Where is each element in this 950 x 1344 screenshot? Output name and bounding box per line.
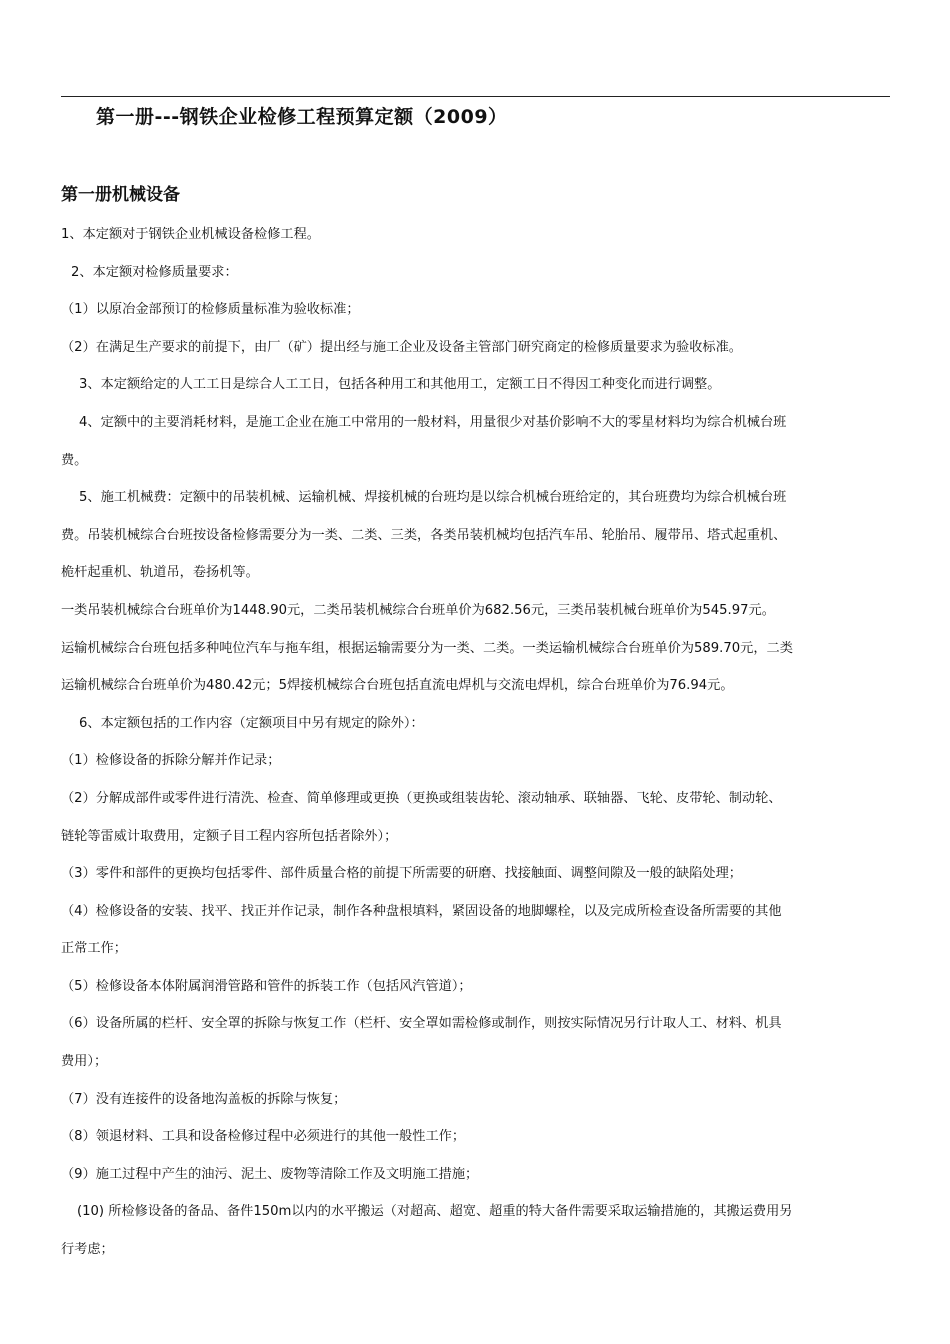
transport-price-line-1: 运输机械综合台班包括多种吨位汽车与拖车组，根据运输需要分为一类、二类。一类运输机械综合台班单价为589.70元，二类 <box>61 640 793 656</box>
paragraph-2-item-2: （2）在满足生产要求的前提下，由厂（矿）提出经与施工企业及设备主管部门研究商定的检修质量要求为验收标准。 <box>61 339 742 355</box>
work-item-2-line-2: 链轮等雷威计取费用，定额子目工程内容所包括者除外）； <box>61 828 398 844</box>
transport-price-line-2: 运输机械综合台班单价为480.42元；5焊接机械综合台班包括直流电焊机与交流电焊机，综合台班单价为76.94元。 <box>61 678 734 694</box>
section-heading: 第一册机械设备 <box>61 185 180 205</box>
work-item-10-line-1: (10) 所检修设备的备品、备件150m以内的水平搬运（对超高、超宽、超重的特大备件需要采取运输措施的，其搬运费用另 <box>77 1204 793 1220</box>
header-rule <box>61 96 890 97</box>
paragraph-3: 3、本定额给定的人工工日是综合人工工日，包括各种用工和其他用工，定额工日不得因工种变化而进行调整。 <box>79 377 721 393</box>
work-item-7: （7）没有连接件的设备地沟盖板的拆除与恢复； <box>61 1091 347 1107</box>
work-item-8: （8）领退材料、工具和设备检修过程中必须进行的其他一般性工作； <box>61 1129 466 1145</box>
paragraph-5-line-3: 桅杆起重机、轨道吊，卷扬机等。 <box>61 565 259 581</box>
work-item-3: （3）零件和部件的更换均包括零件、部件质量合格的前提下所需要的研磨、找接触面、调整间隙及一般的缺陷处理； <box>61 866 742 882</box>
paragraph-4-line-2: 费。 <box>61 452 88 468</box>
work-item-4-line-1: （4）检修设备的安装、找平、找正并作记录，制作各种盘根填料，紧固设备的地脚螺栓，以及完成所检查设备所需要的其他 <box>61 903 782 919</box>
paragraph-6: 6、本定额包括的工作内容（定额项目中另有规定的除外）： <box>79 715 424 731</box>
document-title: 第一册---钢铁企业检修工程预算定额（2009） <box>96 106 508 128</box>
paragraph-1: 1、本定额对于钢铁企业机械设备检修工程。 <box>61 227 320 242</box>
lifting-price-line: 一类吊装机械综合台班单价为1448.90元，二类吊装机械综合台班单价为682.56元，三类吊装机械台班单价为545.97元。 <box>61 602 775 618</box>
paragraph-2-item-1: （1）以原冶金部预订的检修质量标准为验收标准； <box>61 302 360 318</box>
work-item-1: （1）检修设备的拆除分解并作记录； <box>61 753 281 769</box>
work-item-10-line-2: 行考虑； <box>61 1242 114 1258</box>
paragraph-5-line-2: 费。吊装机械综合台班按设备检修需要分为一类、二类、三类，各类吊装机械均包括汽车吊、轮胎吊、履带吊、塔式起重机、 <box>61 527 787 543</box>
work-item-4-line-2: 正常工作； <box>61 941 127 957</box>
work-item-6-line-2: 费用）； <box>61 1054 108 1070</box>
paragraph-5-line-1: 5、施工机械费：定额中的吊装机械、运输机械、焊接机械的台班均是以综合机械台班给定的，其台班费均为综合机械台班 <box>79 490 787 506</box>
work-item-9: （9）施工过程中产生的油污、泥土、废物等清除工作及文明施工措施； <box>61 1166 479 1182</box>
work-item-5: （5）检修设备本体附属润滑管路和管件的拆装工作（包括风汽管道）； <box>61 978 472 994</box>
work-item-2-line-1: （2）分解成部件或零件进行清洗、检查、简单修理或更换（更换或组装齿轮、滚动轴承、联轴器、飞轮、皮带轮、制动轮、 <box>61 790 782 806</box>
paragraph-2: 2、本定额对检修质量要求： <box>71 264 238 280</box>
document-body <box>61 216 887 1269</box>
work-item-6-line-1: （6）设备所属的栏杆、安全罩的拆除与恢复工作（栏杆、安全罩如需检修或制作，则按实际情况另行计取人工、材料、机具 <box>61 1016 782 1032</box>
paragraph-4-line-1: 4、定额中的主要消耗材料，是施工企业在施工中常用的一般材料，用量很少对基价影响不大的零星材料均为综合机械台班 <box>79 414 787 430</box>
